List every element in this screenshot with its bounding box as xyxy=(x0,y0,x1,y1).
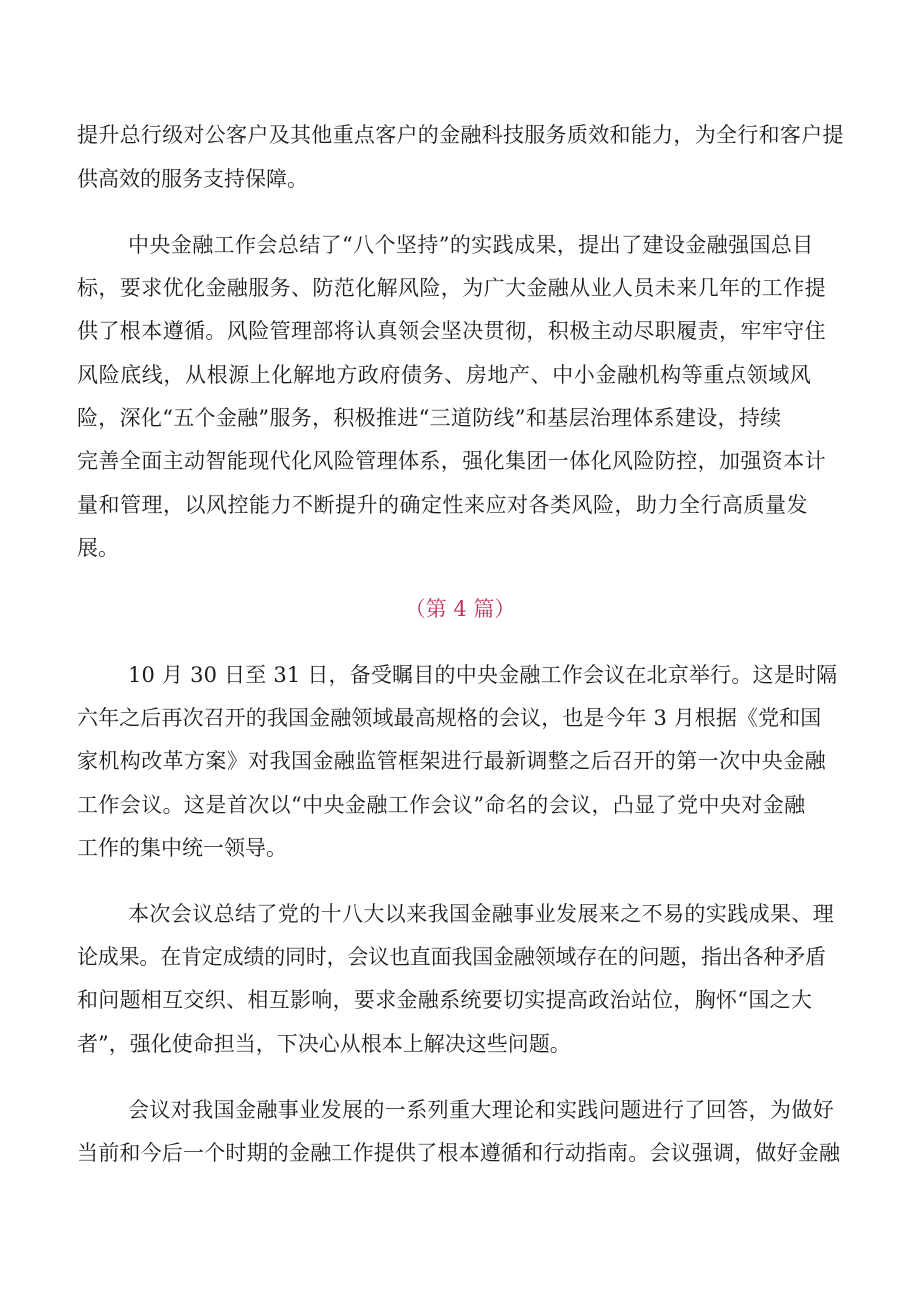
text-line: 10 月 30 日至 31 日，备受瞩目的中央金融工作会议在北京举行。这是时隔 xyxy=(128,663,838,687)
section-heading: （第 4 篇） xyxy=(404,597,516,621)
text-line: 完善全面主动智能现代化风险管理体系，强化集团一体化风险防控，加强资本计 xyxy=(77,449,826,473)
text-line: 量和管理，以风控能力不断提升的确定性来应对各类风险，助力全行高质量发 xyxy=(77,493,808,517)
text-line: 和问题相互交织、相互影响，要求金融系统要切实提高政治站位，胸怀“国之大 xyxy=(77,988,813,1012)
text-line: 者”，强化使命担当，下决心从根本上解决这些问题。 xyxy=(77,1032,571,1056)
text-line: 供了根本遵循。风险管理部将认真领会坚决贯彻，积极主动尽职履责，牢牢守住 xyxy=(77,319,826,343)
text-line: 标，要求优化金融服务、防范化解风险，为广大金融从业人员未来几年的工作提 xyxy=(77,276,826,300)
text-line: 家机构改革方案》对我国金融监管框架进行最新调整之后召开的第一次中央金融 xyxy=(77,749,826,773)
text-line: 论成果。在肯定成绩的同时，会议也直面我国金融领域存在的问题，指出各种矛盾 xyxy=(77,945,826,969)
text-line: 会议对我国金融事业发展的一系列重大理论和实践问题进行了回答，为做好 xyxy=(128,1098,835,1122)
text-line: 风险底线，从根源上化解地方政府债务、房地产、中小金融机构等重点领域风 xyxy=(77,363,812,387)
text-line: 供高效的服务支持保障。 xyxy=(77,167,308,191)
text-line: 中央金融工作会总结了“八个坚持”的实践成果，提出了建设金融强国总目 xyxy=(128,233,814,257)
text-line: 当前和今后一个时期的金融工作提供了根本遵循和行动指南。会议强调，做好金融 xyxy=(77,1141,841,1165)
text-line: 险，深化“五个金融”服务，积极推进“三道防线”和基层治理体系建设，持续 xyxy=(77,406,782,430)
text-line: 展。 xyxy=(77,536,119,560)
text-line: 本次会议总结了党的十八大以来我国金融事业发展来之不易的实践成果、理 xyxy=(128,902,835,926)
text-line: 工作的集中统一领导。 xyxy=(77,836,287,860)
text-line: 工作会议。这是首次以“中央金融工作会议”命名的会议，凸显了党中央对金融 xyxy=(77,793,806,817)
text-line: 六年之后再次召开的我国金融领域最高规格的会议，也是今年 3 月根据《党和国 xyxy=(77,706,822,730)
text-line: 提升总行级对公客户及其他重点客户的金融科技服务质效和能力，为全行和客户提 xyxy=(77,123,844,147)
